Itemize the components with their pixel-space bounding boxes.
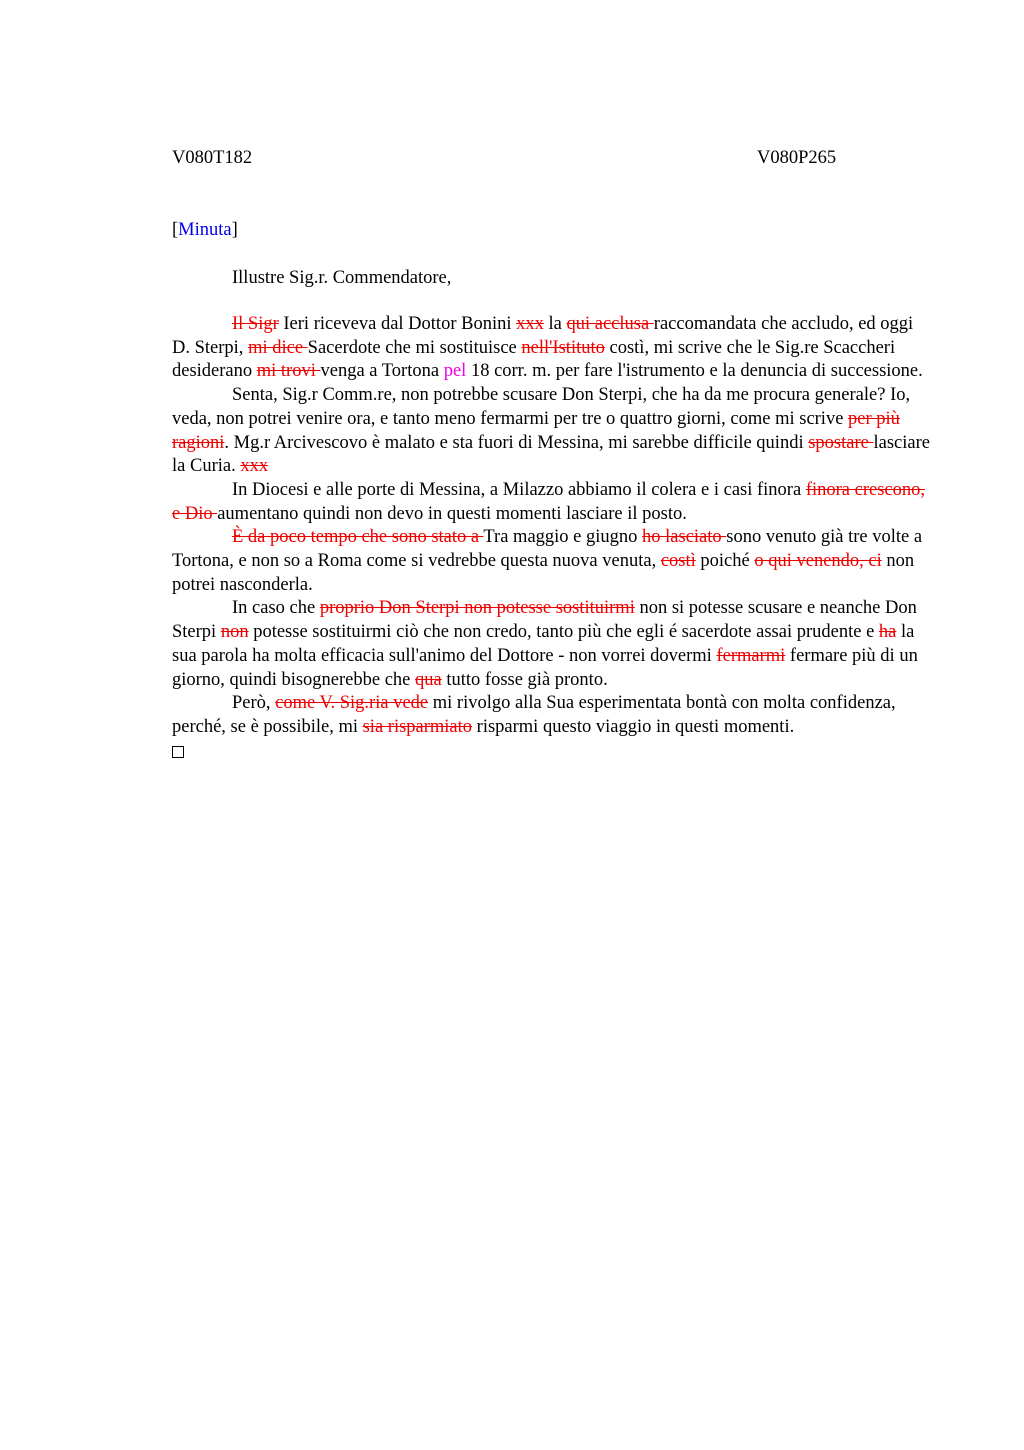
paragraph-5 [172,597,932,692]
text-segment: potesse sostituirmi ciò che non credo, tanto più che egli é sacerdote assai prudente e [248,622,879,643]
paragraph-6 [172,692,932,739]
deleted-text: Il Sigr [232,314,279,334]
bracket-close: ] [231,220,238,240]
deleted-text: mi dice [248,337,308,358]
paragraph-3 [172,479,932,526]
deleted-text: ho lasciato [642,527,727,548]
deleted-text: finora crescono, e Dio [172,479,925,524]
text-segment: raccomandata che accludo, ed oggi D. Sterpi, [172,314,914,358]
text-segment: tutto fosse già pronto. [441,669,608,690]
deleted-text: come V. Sig.ria vede [275,693,429,714]
paragraph-1 [172,313,932,384]
left-code: V080T182 [172,148,253,168]
minuta-label [172,219,238,243]
text-segment: In Diocesi e alle porte di Messina, a Milazzo abbiamo il colera e i casi finora [232,479,806,500]
text-segment: poiché [695,551,755,572]
text-segment: costì, mi scrive che le Sig.re Scaccheri desiderano [172,337,896,382]
text-segment: Ieri riceveva dal Dottor Bonini [278,314,517,334]
text-segment: sono venuto già tre volte a Tortona, e non so a Roma come si vedrebbe questa nuova venuta, [172,527,923,572]
text-segment: fermare più di un giorno, quindi bisognerebbe che [172,645,918,690]
minuta-word: Minuta [178,220,232,240]
text-segment: la sua parola ha molta efficacia sull'animo del Dottore - non vorrei dovermi [172,622,915,666]
deleted-text: qua [415,669,442,690]
deleted-text: qui acclusa [566,314,654,334]
deleted-text: o qui venendo, ci [754,551,882,572]
deleted-text: ha [878,622,897,643]
highlighted-text: pel [443,361,467,382]
salutation: Illustre Sig.r. Commendatore, [232,268,452,288]
deleted-text: proprio Don Sterpi non potesse sostituirmi [319,598,635,619]
deleted-text: non [220,622,249,643]
right-code: V080P265 [757,148,837,168]
deleted-text: costì [660,551,696,572]
text-segment: non potrei nasconderla. [172,551,915,595]
text-segment: la [543,314,567,334]
text-segment: mi rivolgo alla Sua esperimentata bontà con molta confidenza, perché, se è possibile, mi [172,693,896,737]
deleted-text: È da poco tempo che sono stato a [232,527,484,548]
deleted-text: xxx [240,456,269,477]
text-segment: 18 corr. m. per fare l'istrumento e la denuncia di successione. [466,361,923,382]
checkbox-square-icon [172,746,184,758]
letter-body [172,313,932,765]
deleted-text: xxx [516,314,544,334]
deleted-text: fermarmi [716,645,786,666]
text-segment: risparmi questo viaggio in questi momenti. [472,716,795,737]
text-segment: Tra maggio e giugno [483,527,643,548]
deleted-text: spostare [808,432,874,453]
deleted-text: sia risparmiato [362,716,473,737]
paragraph-4 [172,526,932,597]
text-segment: In caso che [232,598,320,619]
text-segment: Sacerdote che mi sostituisce [307,337,522,358]
text-segment: lasciare la Curia. [172,432,930,477]
text-segment: venga a Tortona [320,361,444,382]
text-segment: Però, [232,693,276,714]
paragraph-2 [172,384,932,479]
deleted-text: nell'Istituto [521,337,605,358]
bracket-open: [ [172,220,179,240]
text-segment: . Mg.r Arcivescovo è malato e sta fuori di Messina, mi sarebbe difficile quindi [224,432,809,453]
text-segment: Senta, Sig.r Comm.re, non potrebbe scusare Don Sterpi, che ha da me procura generale? Io, veda, non potrei venire ora, e tanto meno fermarmi per tre o quattro giorni, come mi scrive [172,385,911,429]
deleted-text: mi trovi [256,361,321,382]
text-segment: aumentano quindi non devo in questi momenti lasciare il posto. [217,503,687,524]
deleted-text: per più ragioni [172,408,900,453]
text-segment: non si potesse scusare e neanche Don Sterpi [172,598,917,643]
